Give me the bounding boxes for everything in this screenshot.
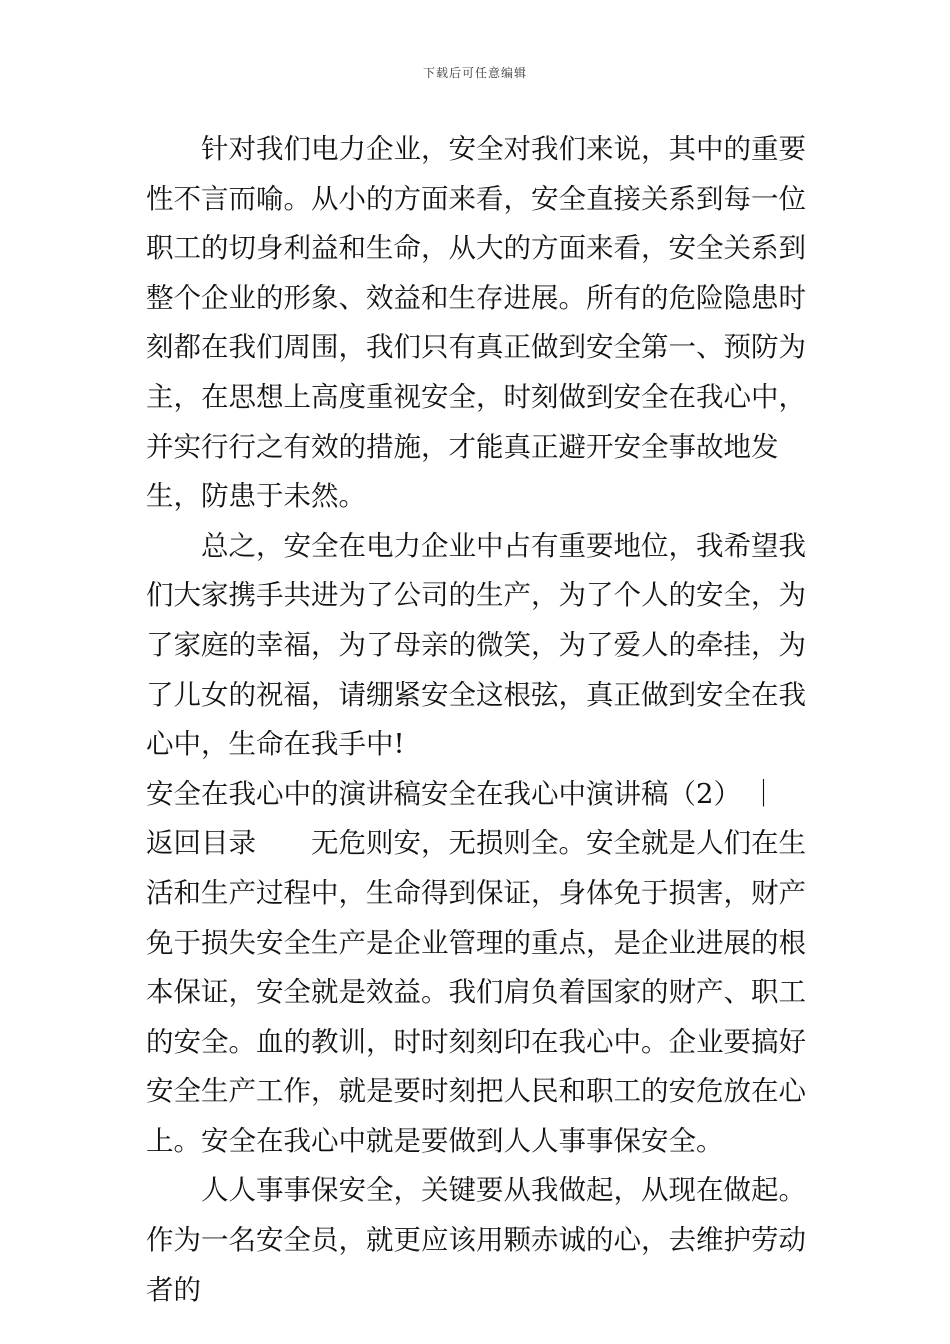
paragraph-2: 总之，安全在电力企业中占有重要地位，我希望我们大家携手共进为了公司的生产，为了个人的安全，为了家庭的幸福，为了母亲的微笑，为了爱人的牵挂，为了儿女的祝福，请绷紧安全这根弦，真正做到安全在我心中，生命在我手中! xyxy=(146,529,806,761)
page-header: 下载后可任意编辑 xyxy=(422,66,527,80)
document-body xyxy=(146,125,808,1315)
paragraph-1: 针对我们电力企业，安全对我们来说，其中的重要性不言而喻。从小的方面来看，安全直接关系到每一位职工的切身利益和生命，从大的方面来看，安全关系到整个企业的形象、效益和生存进展。所有的危险隐患时刻都在我们周围，我们只有真正做到安全第一、预防为主，在思想上高度重视安全，时刻做到安全在我心中，并实行行之有效的措施，才能真正避开安全事故地发生，防患于未然。 xyxy=(146,133,806,513)
paragraph-3-with-section-heading: 安全在我心中的演讲稿安全在我心中演讲稿（2） ｜ 返回目录 无危则安，无损则全。安全就是人们在生活和生产过程中，生命得到保证，身体免于损害，财产免于损失安全生产是企业管理的重点，是企业进展的根本保证，安全就是效益。我们肩负着国家的财产、职工的安全。血的教训，时时刻刻印在我心中。企业要搞好安全生产工作，就是要时刻把人民和职工的安危放在心上。安全在我心中就是要做到人人事事保安全。 xyxy=(146,777,806,1157)
paragraph-4: 人人事事保安全，关键要从我做起，从现在做起。作为一名安全员，就更应该用颗赤诚的心，去维护劳动者的 xyxy=(146,1174,806,1306)
